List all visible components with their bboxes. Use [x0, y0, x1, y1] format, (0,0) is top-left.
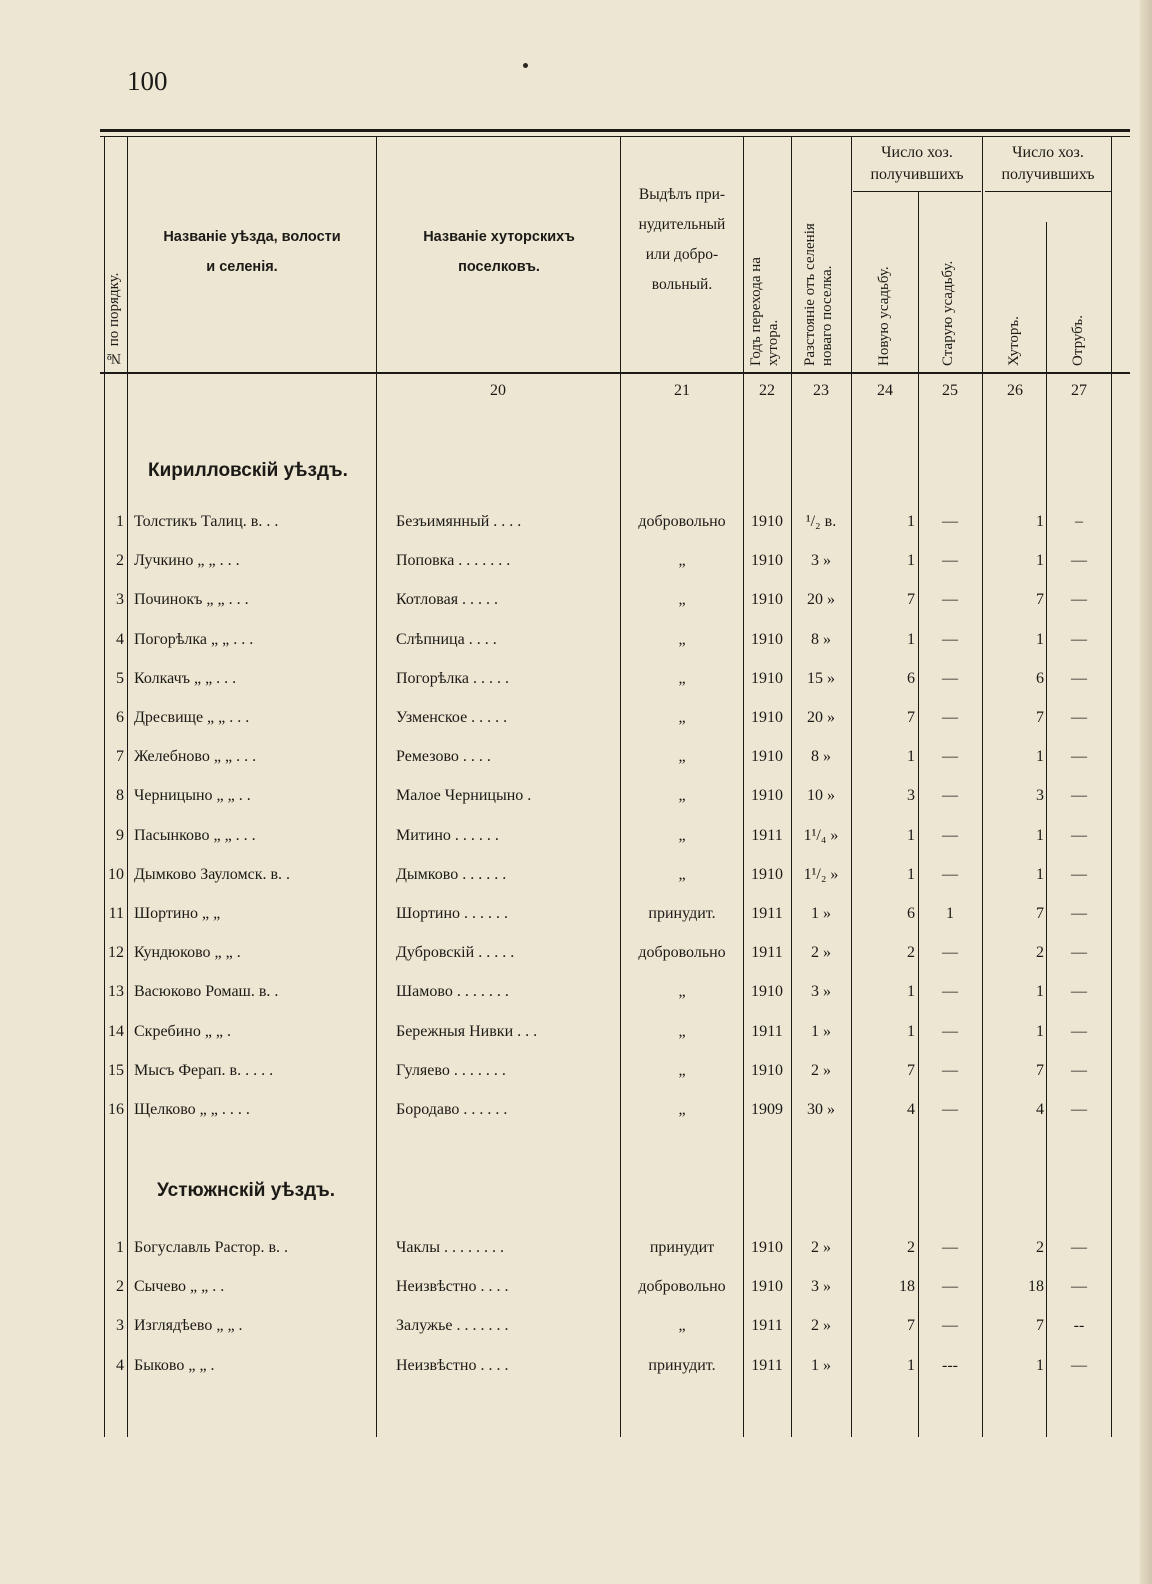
header-year-line2: хутора. [765, 319, 781, 366]
cell-settlement: Узменское . . . . . [396, 709, 508, 726]
cell-year: 1910 [751, 709, 783, 726]
cell-dist: 8 » [811, 748, 831, 766]
cell-old: — [942, 944, 958, 962]
colnum-21: 21 [674, 382, 690, 399]
cell-n: 4 [116, 1356, 124, 1374]
cell-khutor: 2 [1036, 1239, 1044, 1256]
cell-year: 1911 [751, 1022, 783, 1040]
cell-n: 7 [116, 748, 124, 766]
cell-village: Черницыно „ „ . . [134, 787, 251, 805]
cell-khutor: 1 [1036, 1356, 1044, 1374]
cell-new: 1 [907, 826, 915, 844]
cell-otrub: — [1071, 905, 1087, 922]
cell-new: 2 [907, 1239, 915, 1256]
header-khutor-line1: Названіе хуторскихъ [423, 229, 575, 245]
colnum-25: 25 [942, 382, 958, 399]
cell-type: „ [678, 1061, 686, 1079]
cell-village: Богуславль Растор. в. . [134, 1239, 288, 1256]
section-title-kirillov: Кирилловскій уѣздъ. [148, 460, 348, 481]
cell-khutor: 2 [1036, 944, 1044, 962]
cell-khutor: 1 [1036, 826, 1044, 844]
cell-dist: 2 » [811, 1061, 831, 1079]
cell-new: 3 [907, 787, 915, 805]
cell-new: 1 [907, 1022, 915, 1040]
cell-otrub: — [1071, 1239, 1087, 1256]
cell-khutor: 7 [1036, 905, 1044, 922]
cell-village: Мысъ Ферап. в. . . . . [134, 1061, 274, 1079]
group1-rule [853, 191, 981, 192]
header-new: Новую усадьбу. [876, 266, 892, 366]
cell-n: 13 [108, 983, 124, 1001]
cell-otrub: — [1071, 1278, 1087, 1296]
cell-khutor: 18 [1028, 1278, 1044, 1296]
cell-otrub: — [1071, 865, 1087, 883]
cell-village: Изглядѣево „ „ . [134, 1317, 243, 1335]
header-otrub: Отрубъ. [1070, 315, 1086, 366]
rule-village [376, 137, 377, 1437]
cell-dist: 20 » [807, 709, 835, 726]
cell-village: Погорѣлка „ „ . . . [134, 630, 254, 648]
header-group1-line2: получившихъ [870, 166, 964, 183]
cell-type: „ [678, 787, 686, 805]
header-vydel-line4: вольный. [651, 276, 713, 293]
rule-otrub [1111, 137, 1112, 1437]
colnum-22: 22 [759, 382, 775, 399]
cell-n: 1 [116, 513, 124, 530]
cell-year: 1910 [751, 748, 783, 766]
cell-otrub: — [1071, 552, 1087, 570]
cell-village: Починокъ „ „ . . . [134, 591, 249, 609]
cell-settlement: Митино . . . . . . [396, 826, 499, 844]
cell-khutor: 7 [1036, 1317, 1044, 1335]
cell-new: 1 [907, 865, 915, 883]
cell-old: — [942, 865, 958, 883]
cell-village: Пасынково „ „ . . . [134, 826, 256, 844]
cell-otrub: — [1071, 591, 1087, 609]
cell-new: 2 [907, 944, 915, 962]
header-vydel [621, 180, 743, 300]
cell-new: 18 [899, 1278, 915, 1296]
cell-year: 1910 [751, 1239, 783, 1256]
cell-year: 1910 [751, 513, 783, 530]
cell-khutor: 1 [1036, 552, 1044, 570]
cell-dist: 1¹/₄ » [803, 826, 839, 844]
cell-khutor: 1 [1036, 983, 1044, 1001]
cell-village: Лучкино „ „ . . . [134, 552, 240, 570]
header-uezd-line2: и селенія. [206, 259, 278, 275]
cell-village: Кундюково „ „ . [134, 944, 241, 962]
cell-n: 9 [116, 826, 124, 844]
cell-type: принудит [649, 1239, 715, 1256]
colnum-23: 23 [813, 382, 829, 399]
cell-type: принудит. [648, 1356, 716, 1374]
cell-otrub: — [1071, 787, 1087, 805]
cell-old: — [942, 1317, 958, 1335]
cell-otrub: — [1071, 1022, 1087, 1040]
cell-n: 15 [108, 1061, 124, 1079]
cell-new: 7 [907, 709, 915, 726]
rule-khutor [1046, 222, 1047, 1437]
cell-type: принудит. [648, 905, 716, 922]
header-khutor-count: Хуторъ. [1006, 316, 1022, 366]
cell-year: 1910 [751, 591, 783, 609]
cell-year: 1910 [751, 1061, 783, 1079]
cell-type: „ [678, 1317, 686, 1335]
header-khutor [380, 222, 618, 282]
cell-n: 6 [116, 709, 124, 726]
cell-village: Васюково Ромаш. в. . [134, 983, 279, 1001]
cell-old: — [942, 630, 958, 648]
header-dist [802, 146, 836, 366]
cell-dist: 10 » [807, 787, 835, 805]
cell-type: „ [678, 983, 686, 1001]
header-khutor-line2: поселковъ. [458, 259, 540, 275]
cell-settlement: Погорѣлка . . . . . [396, 669, 510, 687]
cell-village: Сычево „ „ . . [134, 1278, 225, 1296]
cell-otrub: — [1071, 1356, 1087, 1374]
cell-year: 1910 [751, 630, 783, 648]
cell-type: „ [678, 552, 686, 570]
cell-type: „ [678, 748, 686, 766]
cell-old: — [942, 1061, 958, 1079]
cell-khutor: 7 [1036, 709, 1044, 726]
cell-n: 11 [108, 905, 124, 922]
cell-otrub: – [1075, 513, 1083, 530]
header-rule [100, 372, 1130, 374]
cell-new: 4 [907, 1101, 915, 1118]
header-dist-line2: новаго поселка. [819, 265, 835, 366]
cell-otrub: — [1071, 669, 1087, 687]
rule-settlement [620, 137, 621, 1437]
cell-type: „ [678, 591, 686, 609]
cell-dist: 30 » [807, 1101, 835, 1118]
cell-otrub: — [1071, 709, 1087, 726]
cell-settlement: Слѣпница . . . . [396, 630, 497, 648]
cell-village: Колкачъ „ „ . . . [134, 669, 237, 687]
cell-dist: 15 » [807, 669, 835, 687]
header-dist-line1: Разстояніе отъ селенія [802, 223, 818, 366]
cell-new: 1 [907, 1356, 915, 1374]
cell-settlement: Гуляево . . . . . . . [396, 1061, 506, 1079]
cell-settlement: Малое Черницыно . [396, 787, 532, 805]
cell-settlement: Ремезово . . . . [396, 748, 491, 766]
cell-dist: 1¹/₂ » [803, 865, 839, 883]
cell-new: 1 [907, 748, 915, 766]
cell-dist: 3 » [811, 552, 831, 570]
cell-old: — [942, 826, 958, 844]
cell-type: „ [678, 826, 686, 844]
header-vydel-line3: или добро- [645, 246, 719, 263]
cell-khutor: 3 [1036, 787, 1044, 805]
ink-dot [523, 63, 528, 68]
cell-settlement: Дубровскій . . . . . [396, 944, 515, 962]
cell-old: — [942, 1239, 958, 1256]
cell-otrub: — [1071, 944, 1087, 962]
cell-n: 2 [116, 552, 124, 570]
cell-settlement: Поповка . . . . . . . [396, 552, 511, 570]
header-group1-line1: Число хоз. [881, 144, 953, 161]
cell-khutor: 7 [1036, 591, 1044, 609]
group2-rule [985, 191, 1111, 192]
colnum-27: 27 [1071, 382, 1087, 399]
page-edge [1140, 0, 1152, 1584]
cell-n: 12 [108, 944, 124, 962]
cell-khutor: 6 [1036, 669, 1044, 687]
cell-dist: 3 » [811, 983, 831, 1001]
cell-old: — [942, 513, 958, 530]
cell-dist: 8 » [811, 630, 831, 648]
cell-otrub: — [1071, 826, 1087, 844]
cell-year: 1909 [751, 1101, 783, 1118]
cell-old: — [942, 787, 958, 805]
header-group2 [985, 142, 1111, 186]
cell-n: 16 [108, 1101, 124, 1118]
cell-year: 1911 [751, 944, 783, 962]
cell-new: 7 [907, 591, 915, 609]
cell-village: Дресвище „ „ . . . [134, 709, 250, 726]
cell-type: „ [678, 709, 686, 726]
cell-old: — [942, 983, 958, 1001]
cell-old: 1 [946, 905, 954, 922]
rule-dist [851, 137, 852, 1437]
cell-khutor: 7 [1036, 1061, 1044, 1079]
cell-old: --- [942, 1356, 958, 1374]
cell-khutor: 4 [1036, 1101, 1044, 1118]
cell-new: 7 [907, 1317, 915, 1335]
header-vydel-line1: Выдѣлъ при- [638, 186, 726, 203]
cell-otrub: — [1071, 630, 1087, 648]
cell-year: 1911 [751, 1356, 783, 1374]
cell-year: 1910 [751, 552, 783, 570]
cell-n: 14 [108, 1022, 124, 1040]
cell-village: Скребино „ „ . [134, 1022, 232, 1040]
cell-year: 1911 [751, 1317, 783, 1335]
cell-settlement: Котловая . . . . . [396, 591, 499, 609]
cell-otrub: — [1071, 748, 1087, 766]
cell-year: 1910 [751, 1278, 783, 1296]
cell-dist: 1 » [811, 1022, 831, 1040]
cell-n: 5 [116, 669, 124, 687]
cell-dist: 2 » [811, 1239, 831, 1256]
cell-settlement: Шамово . . . . . . . [396, 983, 509, 1001]
cell-old: — [942, 1101, 958, 1118]
rule-new [918, 192, 919, 1437]
cell-n: 3 [116, 591, 124, 609]
cell-type: „ [678, 1101, 686, 1118]
cell-old: — [942, 1278, 958, 1296]
cell-old: — [942, 709, 958, 726]
cell-old: — [942, 552, 958, 570]
cell-khutor: 1 [1036, 513, 1044, 530]
cell-n: 2 [116, 1278, 124, 1296]
cell-khutor: 1 [1036, 865, 1044, 883]
cell-old: — [942, 1022, 958, 1040]
cell-settlement: Безъимянный . . . . [396, 513, 522, 530]
cell-settlement: Неизвѣстно . . . . [396, 1278, 509, 1296]
rule-no [127, 137, 128, 1437]
cell-n: 8 [116, 787, 124, 805]
cell-n: 1 [116, 1239, 124, 1256]
cell-otrub: -- [1073, 1317, 1085, 1335]
cell-otrub: — [1071, 1101, 1087, 1118]
cell-old: — [942, 669, 958, 687]
cell-year: 1910 [751, 787, 783, 805]
colnum-20: 20 [490, 382, 506, 399]
cell-new: 1 [907, 983, 915, 1001]
colnum-24: 24 [877, 382, 893, 399]
rule-old [982, 137, 983, 1437]
header-group1 [853, 142, 981, 186]
cell-settlement: Неизвѣстно . . . . [396, 1356, 509, 1374]
cell-dist: 1 » [811, 1356, 831, 1374]
cell-dist: 1 » [811, 905, 831, 922]
cell-village: Шортино „ „ [134, 905, 221, 922]
cell-type: „ [678, 669, 686, 687]
cell-otrub: — [1071, 983, 1087, 1001]
header-uezd-line1: Названіе уѣзда, волости [163, 229, 341, 245]
cell-year: 1910 [751, 865, 783, 883]
cell-dist: 2 » [811, 944, 831, 962]
cell-new: 6 [907, 905, 915, 922]
cell-type: „ [678, 865, 686, 883]
cell-village: Желебново „ „ . . . [134, 748, 257, 766]
colnum-26: 26 [1007, 382, 1023, 399]
cell-new: 7 [907, 1061, 915, 1079]
top-rule-thin [100, 136, 1130, 137]
cell-settlement: Бородаво . . . . . . [396, 1101, 508, 1118]
cell-year: 1910 [751, 669, 783, 687]
header-old: Старую усадьбу. [940, 260, 956, 366]
cell-year: 1911 [751, 905, 783, 922]
cell-type: „ [678, 630, 686, 648]
header-group2-line1: Число хоз. [1012, 144, 1084, 161]
cell-settlement: Чаклы . . . . . . . . [396, 1239, 505, 1256]
cell-type: добровольно [638, 944, 726, 962]
cell-khutor: 1 [1036, 748, 1044, 766]
cell-year: 1911 [751, 826, 783, 844]
cell-new: 1 [907, 552, 915, 570]
cell-khutor: 1 [1036, 1022, 1044, 1040]
cell-khutor: 1 [1036, 630, 1044, 648]
header-vydel-line2: нудительный [638, 216, 726, 233]
cell-new: 1 [907, 630, 915, 648]
cell-type: добровольно [638, 513, 726, 530]
cell-dist: ¹/₂ в. [805, 513, 837, 530]
cell-n: 4 [116, 630, 124, 648]
cell-village: Дымково Зауломск. в. . [134, 865, 291, 883]
cell-settlement: Дымково . . . . . . [396, 865, 507, 883]
cell-old: — [942, 748, 958, 766]
cell-old: — [942, 591, 958, 609]
cell-type: „ [678, 1022, 686, 1040]
header-group2-line2: получившихъ [1001, 166, 1095, 183]
cell-village: Щелково „ „ . . . . [134, 1101, 250, 1118]
rule-year [791, 137, 792, 1437]
page-number: 100 [127, 66, 168, 96]
header-year-line1: Годъ перехода на [748, 257, 764, 366]
cell-n: 3 [116, 1317, 124, 1335]
cell-dist: 3 » [811, 1278, 831, 1296]
cell-village: Быково „ „ . [134, 1356, 215, 1374]
header-uezd [130, 222, 374, 282]
cell-type: добровольно [638, 1278, 726, 1296]
section-title-ustyuzhna: Устюжнскій уѣздъ. [157, 1180, 336, 1201]
cell-dist: 20 » [807, 591, 835, 609]
cell-otrub: — [1071, 1061, 1087, 1079]
cell-n: 10 [108, 865, 124, 883]
cell-settlement: Шортино . . . . . . [396, 905, 509, 922]
cell-village: Толстикъ Талиц. в. . . [134, 513, 279, 530]
cell-new: 1 [907, 513, 915, 530]
top-rule [100, 129, 1130, 132]
header-no: № по порядку. [106, 272, 122, 366]
cell-dist: 2 » [811, 1317, 831, 1335]
cell-settlement: Залужье . . . . . . . [396, 1317, 509, 1335]
cell-new: 6 [907, 669, 915, 687]
header-year [748, 200, 782, 366]
cell-year: 1910 [751, 983, 783, 1001]
cell-settlement: Бережныя Нивки . . . [396, 1022, 538, 1040]
